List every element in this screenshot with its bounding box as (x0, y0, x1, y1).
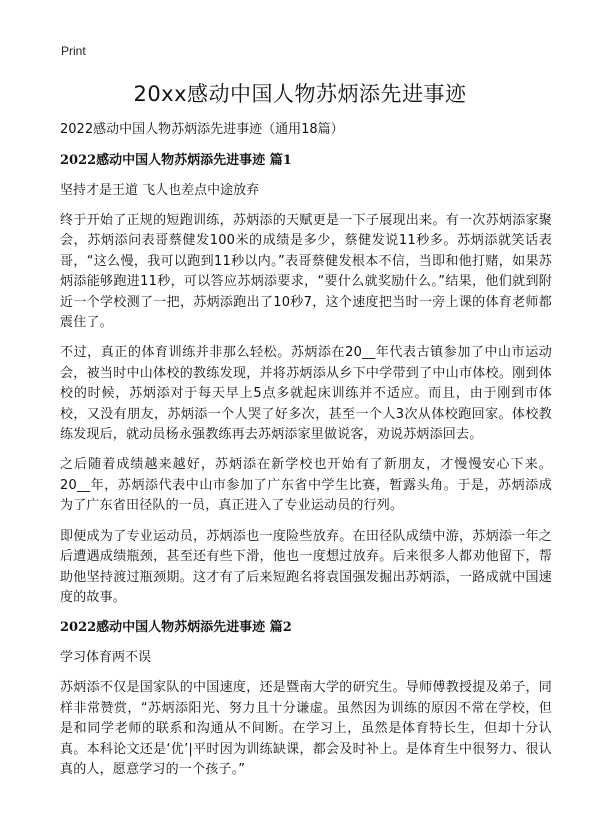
section-1-heading: 2022感动中国人物苏炳添先进事迹 篇1 (60, 153, 292, 168)
section-1-paragraph-1: 终于开始了正规的短跑训练，苏炳添的天赋更是一下子展现出来。有一次苏炳添家聚会，苏炳添问表哥蔡健发100米的成绩是多少，蔡健发说11秒多。苏炳添就笑话表哥，“这么慢，我可以跑到11秒以内。”表哥蔡健发根本不信，当即和他打赌，如果苏炳添能够跑进11秒，可以答应苏炳添要求，“要什么就奖励什么。”结果，他们就到附近一个学校测了一把，苏炳添跑出了10秒7，这个速度把当时一旁上课的体育老师都震住了。 (60, 213, 552, 331)
section-1-subheading: 坚持才是王道 飞人也差点中途放弃 (60, 183, 260, 198)
section-1-paragraph-2: 不过，真正的体育训练并非那么轻松。苏炳添在20__年代表古镇参加了中山市运动会，被当时中山体校的教练发现，并将苏炳添从乡下中学带到了中山市体校。刚到体校的时候，苏炳添对于每天早上5点多就起床训练并不适应。而且，由于刚到市体校，又没有朋友，苏炳添一个人哭了好多次，甚至一个人3次从体校跑回家。体校教练发现后，就动员杨永强教练再去苏炳添家里做说客，劝说苏炳添回去。 (60, 345, 552, 443)
document-subtitle: 2022感动中国人物苏炳添先进事迹（通用18篇） (60, 122, 344, 137)
document-body (60, 120, 552, 790)
section-2-subheading: 学习体育两不误 (60, 650, 152, 666)
section-1-paragraph-4: 即便成为了专业运动员，苏炳添也一度险些放弃。在田径队成绩中游，苏炳添一年之后遭遇成绩瓶颈，甚至还有些下滑，他也一度想过放弃。后来很多人都劝他留下，帮助他坚持渡过瓶颈期。这才有了后来短跑名将袁国强发掘出苏炳添，一路成就中国速度的故事。 (60, 528, 552, 605)
section-2-heading: 2022感动中国人物苏炳添先进事迹 篇2 (60, 620, 292, 636)
section-2-paragraph-1: 苏炳添不仅是国家队的中国速度，还是暨南大学的研究生。导师傅教授提及弟子，同样非常赞赏，“苏炳添阳光、努力且十分谦虚。虽然因为训练的原因不常在学校，但是和同学老师的联系和沟通从不间断。在学习上，虽然是体育特长生，但却十分认真。本科论文还是‘优’|平时因为训练缺课，都会及时补上。是体育生中很努力、很认真的人，愿意学习的一个孩子。” (60, 680, 552, 777)
document-title: 20xx感动中国人物苏炳添先进事迹 (133, 82, 467, 106)
print-link[interactable]: Print (61, 44, 86, 58)
section-1-paragraph-3: 之后随着成绩越来越好，苏炳添在新学校也开始有了新朋友，才慢慢安心下来。20__年，苏炳添代表中山市参加了广东省中学生比赛，暂露头角。于是，苏炳添成为了广东省田径队的一员，真正进入了专业运动员的行列。 (60, 457, 552, 514)
